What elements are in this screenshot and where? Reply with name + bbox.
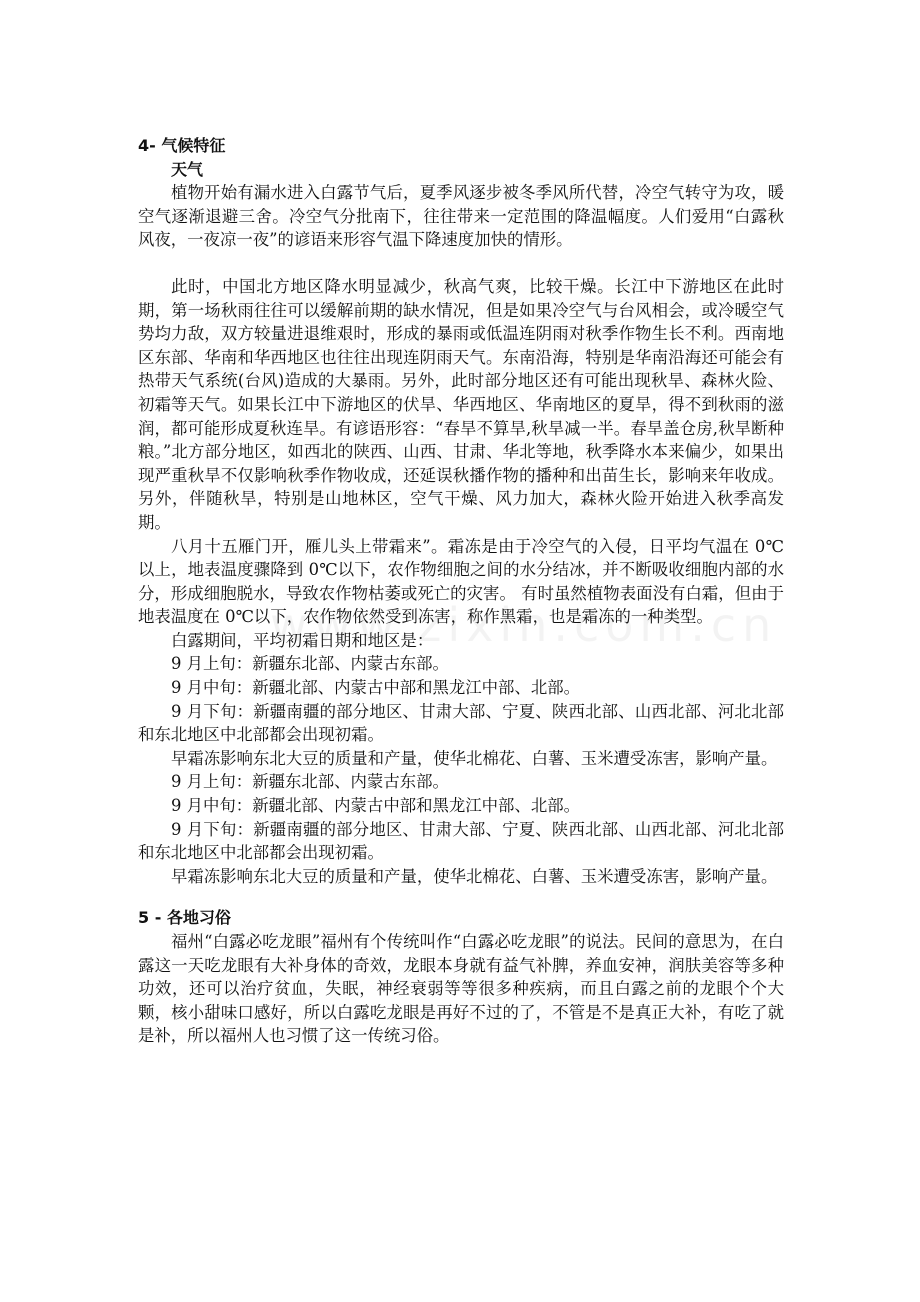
section-4-subheading: 天气 [171,159,204,179]
list-item: 9 月下旬：新疆南疆的部分地区、甘肃大部、宁夏、陕西北部、山西北部、河北北部和东北地区中北部都会出现初霜。 [138,701,784,745]
paragraph: 早霜冻影响东北大豆的质量和产量，使华北棉花、白薯、玉米遭受冻害，影响产量。 [171,748,778,768]
section-4-heading: 4- 气候特征 [138,136,226,155]
list-item: 9 月下旬：新疆南疆的部分地区、甘肃大部、宁夏、陕西北部、山西北部、河北北部和东北地区中北部都会出现初霜。 [138,819,784,863]
list-item: 9 月中旬：新疆北部、内蒙古中部和黑龙江中部、北部。 [171,678,581,698]
list-item: 9 月上旬：新疆东北部、内蒙古东部。 [171,654,449,674]
paragraph: 福州“白露必吃龙眼”福州有个传统叫作“白露必吃龙眼”的说法。民间的意思为，在白露这一天吃龙眼有大补身体的奇效，龙眼本身就有益气补脾，养血安神，润肤美容等多种功效，还可以治疗贫血，失眠，神经衰弱等等很多种疾病，而且白露之前的龙眼个个大颗，核小甜味口感好，所以白露吃龙眼是再好不过的了，不管是不是真正大补，有吃了就是补，所以福州人也习惯了这一传统习俗。 [138,932,784,1046]
blank-line [138,888,784,906]
list-item: 9 月中旬：新疆北部、内蒙古中部和黑龙江中部、北部。 [171,796,581,816]
section-5-heading: 5 - 各地习俗 [138,908,231,928]
list-item: 9 月上旬：新疆东北部、内蒙古东部。 [171,772,449,792]
paragraph: 植物开始有漏水进入白露节气后，夏季风逐步被冬季风所代替，冷空气转守为攻，暖空气逐渐退避三舍。冷空气分批南下，往往带来一定范围的降温幅度。人们爱用“白露秋风夜，一夜凉一夜”的谚语来形容气温下降速度加快的情形。 [138,183,784,250]
paragraph: 八月十五雁门开，雁儿头上带霜来”。霜冻是由于冷空气的入侵，日平均气温在 0℃以上，地表温度骤降到 0℃以下，农作物细胞之间的水分结冰，并不断吸收细胞内部的水分，形成细胞脱水，导致农作物枯萎或死亡的灾害。 有时虽然植物表面没有白霜，但由于地表温度在 0℃以下，农作物依然受到冻害，称作黑霜，也是霜冻的一种类型。 [138,536,784,627]
document-page [138,134,784,1048]
paragraph: 此时，中国北方地区降水明显减少，秋高气爽，比较干燥。长江中下游地区在此时期，第一场秋雨往往可以缓解前期的缺水情况，但是如果冷空气与台风相会，或冷暖空气势均力敌，双方较量进退维艰时，形成的暴雨或低温连阴雨对秋季作物生长不利。西南地区东部、华南和华西地区也往往出现连阴雨天气。东南沿海，特别是华南沿海还可能会有热带天气系统(台风)造成的大暴雨。另外，此时部分地区还有可能出现秋旱、森林火险、初霜等天气。如果长江中下游地区的伏旱、华西地区、华南地区的夏旱，得不到秋雨的滋润，都可能形成夏秋连旱。有谚语形容：“春旱不算旱,秋旱减一半。春旱盖仓房,秋旱断种粮。”北方部分地区，如西北的陕西、山西、甘肃、华北等地，秋季降水本来偏少，如果出现严重秋旱不仅影响秋季作物收成，还延误秋播作物的播种和出苗生长，影响来年收成。另外，伴随秋旱，特别是山地林区，空气干燥、风力加大，森林火险开始进入秋季高发期。 [138,276,784,532]
blank-line [138,252,784,275]
paragraph: 早霜冻影响东北大豆的质量和产量，使华北棉花、白薯、玉米遭受冻害，影响产量。 [171,866,778,886]
paragraph: 白露期间，平均初霜日期和地区是： [171,630,434,650]
